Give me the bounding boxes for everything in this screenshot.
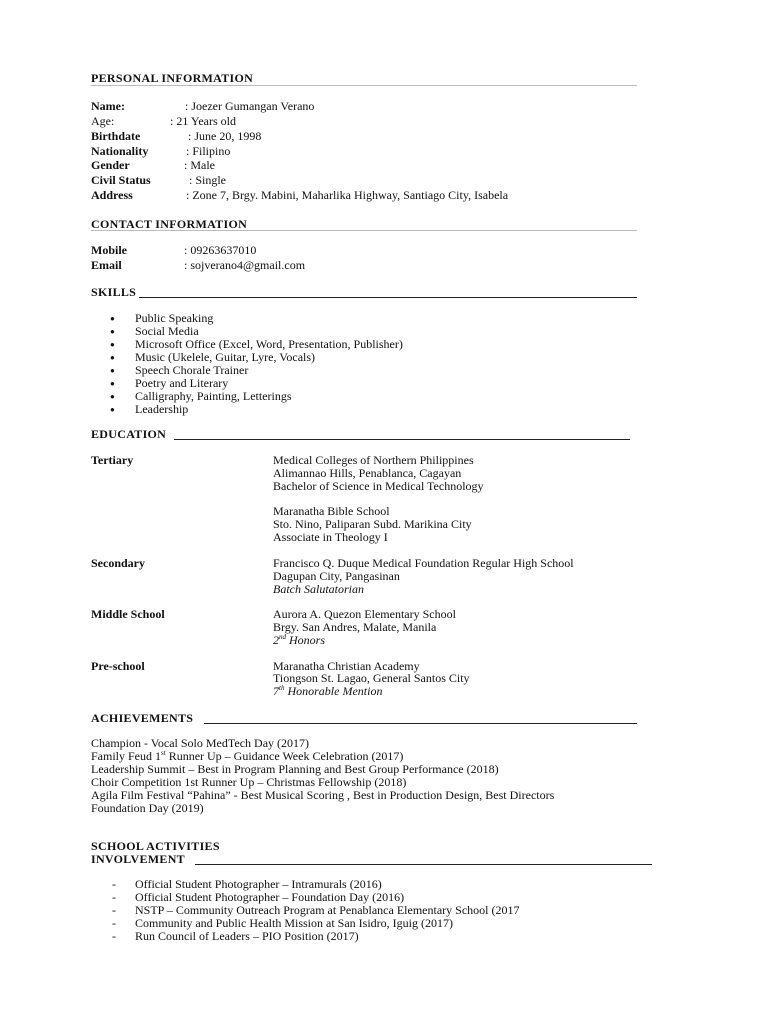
achievements-heading: ACHIEVEMENTS xyxy=(91,711,194,725)
honor-text: Honors xyxy=(286,633,326,647)
secondary-address: Dagupan City, Pangasinan xyxy=(273,569,400,583)
achievement-line: Champion - Vocal Solo MedTech Day (2017) xyxy=(91,736,310,750)
skill-item: ● Poetry and Literary xyxy=(110,377,403,390)
secondary-label: Secondary xyxy=(91,556,145,570)
tertiary-label: Tertiary xyxy=(91,453,134,467)
address-label: Address xyxy=(91,188,133,202)
nationality-value: : Filipino xyxy=(186,144,231,158)
skill-item: ● Calligraphy, Painting, Letterings xyxy=(110,390,403,403)
achievement-line: Agila Film Festival “Pahina” - Best Musical Scoring , Best in Production Design, Best Directors xyxy=(91,788,555,802)
tertiary-degree-1: Bachelor of Science in Medical Technology xyxy=(273,479,484,493)
activity-item: - Run Council of Leaders – PIO Position (2017) xyxy=(112,930,519,943)
age-value: : 21 Years old xyxy=(170,114,237,128)
activities-list xyxy=(112,878,519,943)
contact-information-heading: CONTACT INFORMATION xyxy=(91,217,248,231)
mobile-label: Mobile xyxy=(91,243,127,257)
honor-number: 7 xyxy=(273,684,279,698)
skill-item: ● Speech Chorale Trainer xyxy=(110,364,403,377)
gender-value: : Male xyxy=(184,158,215,172)
nationality-label: Nationality xyxy=(91,144,149,158)
tertiary-address-1: Alimannao Hills, Penablanca, Cagayan xyxy=(273,466,462,480)
secondary-honor: Batch Salutatorian xyxy=(273,582,364,596)
age-label: Age: xyxy=(91,114,115,128)
involvement-underline xyxy=(195,864,652,865)
civil-status-value: : Single xyxy=(189,173,227,187)
skill-item: ● Music (Ukelele, Guitar, Lyre, Vocals) xyxy=(110,351,403,364)
name-label: Name: xyxy=(91,99,125,113)
skill-item: ● Public Speaking xyxy=(110,312,403,325)
middle-school-label: Middle School xyxy=(91,607,165,621)
contact-information-rule xyxy=(91,230,637,231)
tertiary-degree-2: Associate in Theology I xyxy=(273,530,388,544)
skill-item: ● Microsoft Office (Excel, Word, Presentation, Publisher) xyxy=(110,338,403,351)
activity-item: - Official Student Photographer – Intramurals (2016) xyxy=(112,878,519,891)
achievement-line: Leadership Summit – Best in Program Planning and Best Group Performance (2018) xyxy=(91,762,499,776)
tertiary-school-1: Medical Colleges of Northern Philippines xyxy=(273,453,474,467)
tertiary-address-2: Sto. Nino, Paliparan Subd. Marikina City xyxy=(273,517,472,531)
pre-school-address: Tiongson St. Lagao, General Santos City xyxy=(273,671,470,685)
activity-item: - Community and Public Health Mission at San Isidro, Iguig (2017) xyxy=(112,917,519,930)
civil-status-label: Civil Status xyxy=(91,173,151,187)
activity-item: - NSTP – Community Outreach Program at Penablanca Elementary School (2017 xyxy=(112,904,519,917)
pre-school-name: Maranatha Christian Academy xyxy=(273,659,420,673)
pre-school-label: Pre-school xyxy=(91,659,145,673)
ordinal-suffix: st xyxy=(161,749,166,757)
school-activities-heading: SCHOOL ACTIVITIES xyxy=(91,839,220,853)
achievement-text: Family Feud 1 xyxy=(91,749,162,763)
achievements-underline xyxy=(204,723,637,724)
education-underline xyxy=(174,439,630,440)
skill-item: ● Social Media xyxy=(110,325,403,338)
skills-underline xyxy=(139,297,637,298)
achievement-line: Foundation Day (2019) xyxy=(91,801,204,815)
middle-school-address: Brgy. San Andres, Malate, Manila xyxy=(273,620,437,634)
honor-suffix: th xyxy=(279,684,285,692)
secondary-school: Francisco Q. Duque Medical Foundation Regular High School xyxy=(273,556,574,570)
name-value: : Joezer Gumangan Verano xyxy=(185,99,315,113)
skills-list xyxy=(110,312,403,416)
skill-item: ● Leadership xyxy=(110,403,403,416)
address-value: : Zone 7, Brgy. Mabini, Maharlika Highway, Santiago City, Isabela xyxy=(186,188,509,202)
birthdate-value: : June 20, 1998 xyxy=(188,129,262,143)
achievement-line: Choir Competition 1st Runner Up – Christmas Fellowship (2018) xyxy=(91,775,407,789)
honor-text: Honorable Mention xyxy=(284,684,383,698)
involvement-heading: INVOLVEMENT xyxy=(91,852,185,866)
email-value: : sojverano4@gmail.com xyxy=(184,258,306,272)
skills-heading: SKILLS xyxy=(91,285,137,299)
gender-label: Gender xyxy=(91,158,130,172)
personal-information-rule xyxy=(91,85,637,86)
middle-school-name: Aurora A. Quezon Elementary School xyxy=(273,607,456,621)
honor-suffix: nd xyxy=(279,633,286,641)
honor-number: 2 xyxy=(273,633,279,647)
tertiary-school-2: Maranatha Bible School xyxy=(273,504,390,518)
birthdate-label: Birthdate xyxy=(91,129,141,143)
middle-school-honor xyxy=(273,634,325,647)
achievement-text: Runner Up – Guidance Week Celebration (2017) xyxy=(165,749,404,763)
activity-item: - Official Student Photographer – Foundation Day (2016) xyxy=(112,891,519,904)
mobile-value: : 09263637010 xyxy=(184,243,257,257)
education-heading: EDUCATION xyxy=(91,427,167,441)
personal-information-heading: PERSONAL INFORMATION xyxy=(91,71,254,85)
pre-school-honor xyxy=(273,685,382,698)
email-label: Email xyxy=(91,258,122,272)
